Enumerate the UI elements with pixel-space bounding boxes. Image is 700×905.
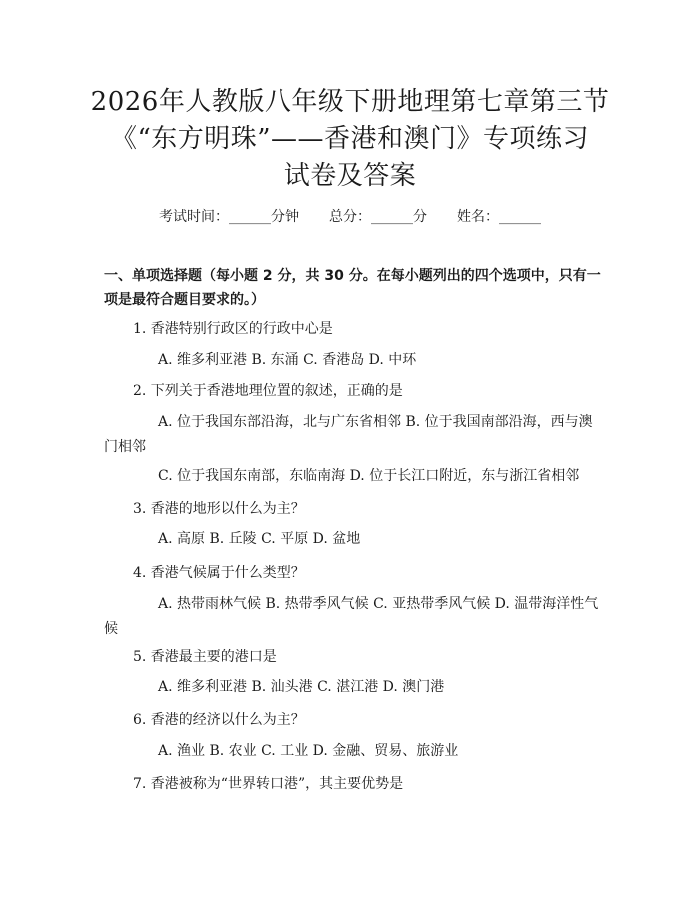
section-heading: 一、单项选择题（每小题 2 分，共 30 分。在每小题列出的四个选项中，只有一项是最符合题目要求的。） <box>104 268 601 308</box>
title-line-3: 试卷及答案 <box>283 161 417 191</box>
student-name-field: 姓名：______ <box>457 209 541 225</box>
question-1-stem: 1. 香港特别行政区的行政中心是 <box>133 321 333 337</box>
question-3-options: A. 高原 B. 丘陵 C. 平原 D. 盆地 <box>158 531 361 547</box>
question-2-options-cd: C. 位于我国东南部，东临南海 D. 位于长江口附近，东与浙江省相邻 <box>158 468 580 484</box>
question-4-stem: 4. 香港气候属于什么类型？ <box>133 565 305 581</box>
question-2-options-ab: A. 位于我国东部沿海，北与广东省相邻 B. 位于我国南部沿海，西与澳门相邻 <box>104 414 593 455</box>
question-5-options: A. 维多利亚港 B. 汕头港 C. 湛江港 D. 澳门港 <box>158 679 445 695</box>
question-2-stem: 2. 下列关于香港地理位置的叙述，正确的是 <box>133 383 403 399</box>
question-7-stem: 7. 香港被称为“世界转口港”，其主要优势是 <box>133 776 404 792</box>
exam-time-field: 考试时间：______分钟 <box>159 209 299 225</box>
document-title <box>80 84 620 195</box>
exam-meta-line <box>0 206 700 226</box>
question-6-options: A. 渔业 B. 农业 C. 工业 D. 金融、贸易、旅游业 <box>158 743 459 759</box>
question-5-stem: 5. 香港最主要的港口是 <box>133 649 277 665</box>
question-4-options: A. 热带雨林气候 B. 热带季风气候 C. 亚热带季风气候 D. 温带海洋性气候 <box>104 596 599 637</box>
question-3-stem: 3. 香港的地形以什么为主？ <box>133 501 305 517</box>
question-1-options: A. 维多利亚港 B. 东涌 C. 香港岛 D. 中环 <box>158 352 417 368</box>
title-line-2: 《“东方明珠”——香港和澳门》专项练习 <box>110 124 590 154</box>
total-score-field: 总分：______分 <box>329 209 427 225</box>
title-line-1: 2026年人教版八年级下册地理第七章第三节 <box>90 87 610 117</box>
question-6-stem: 6. 香港的经济以什么为主？ <box>133 712 305 728</box>
